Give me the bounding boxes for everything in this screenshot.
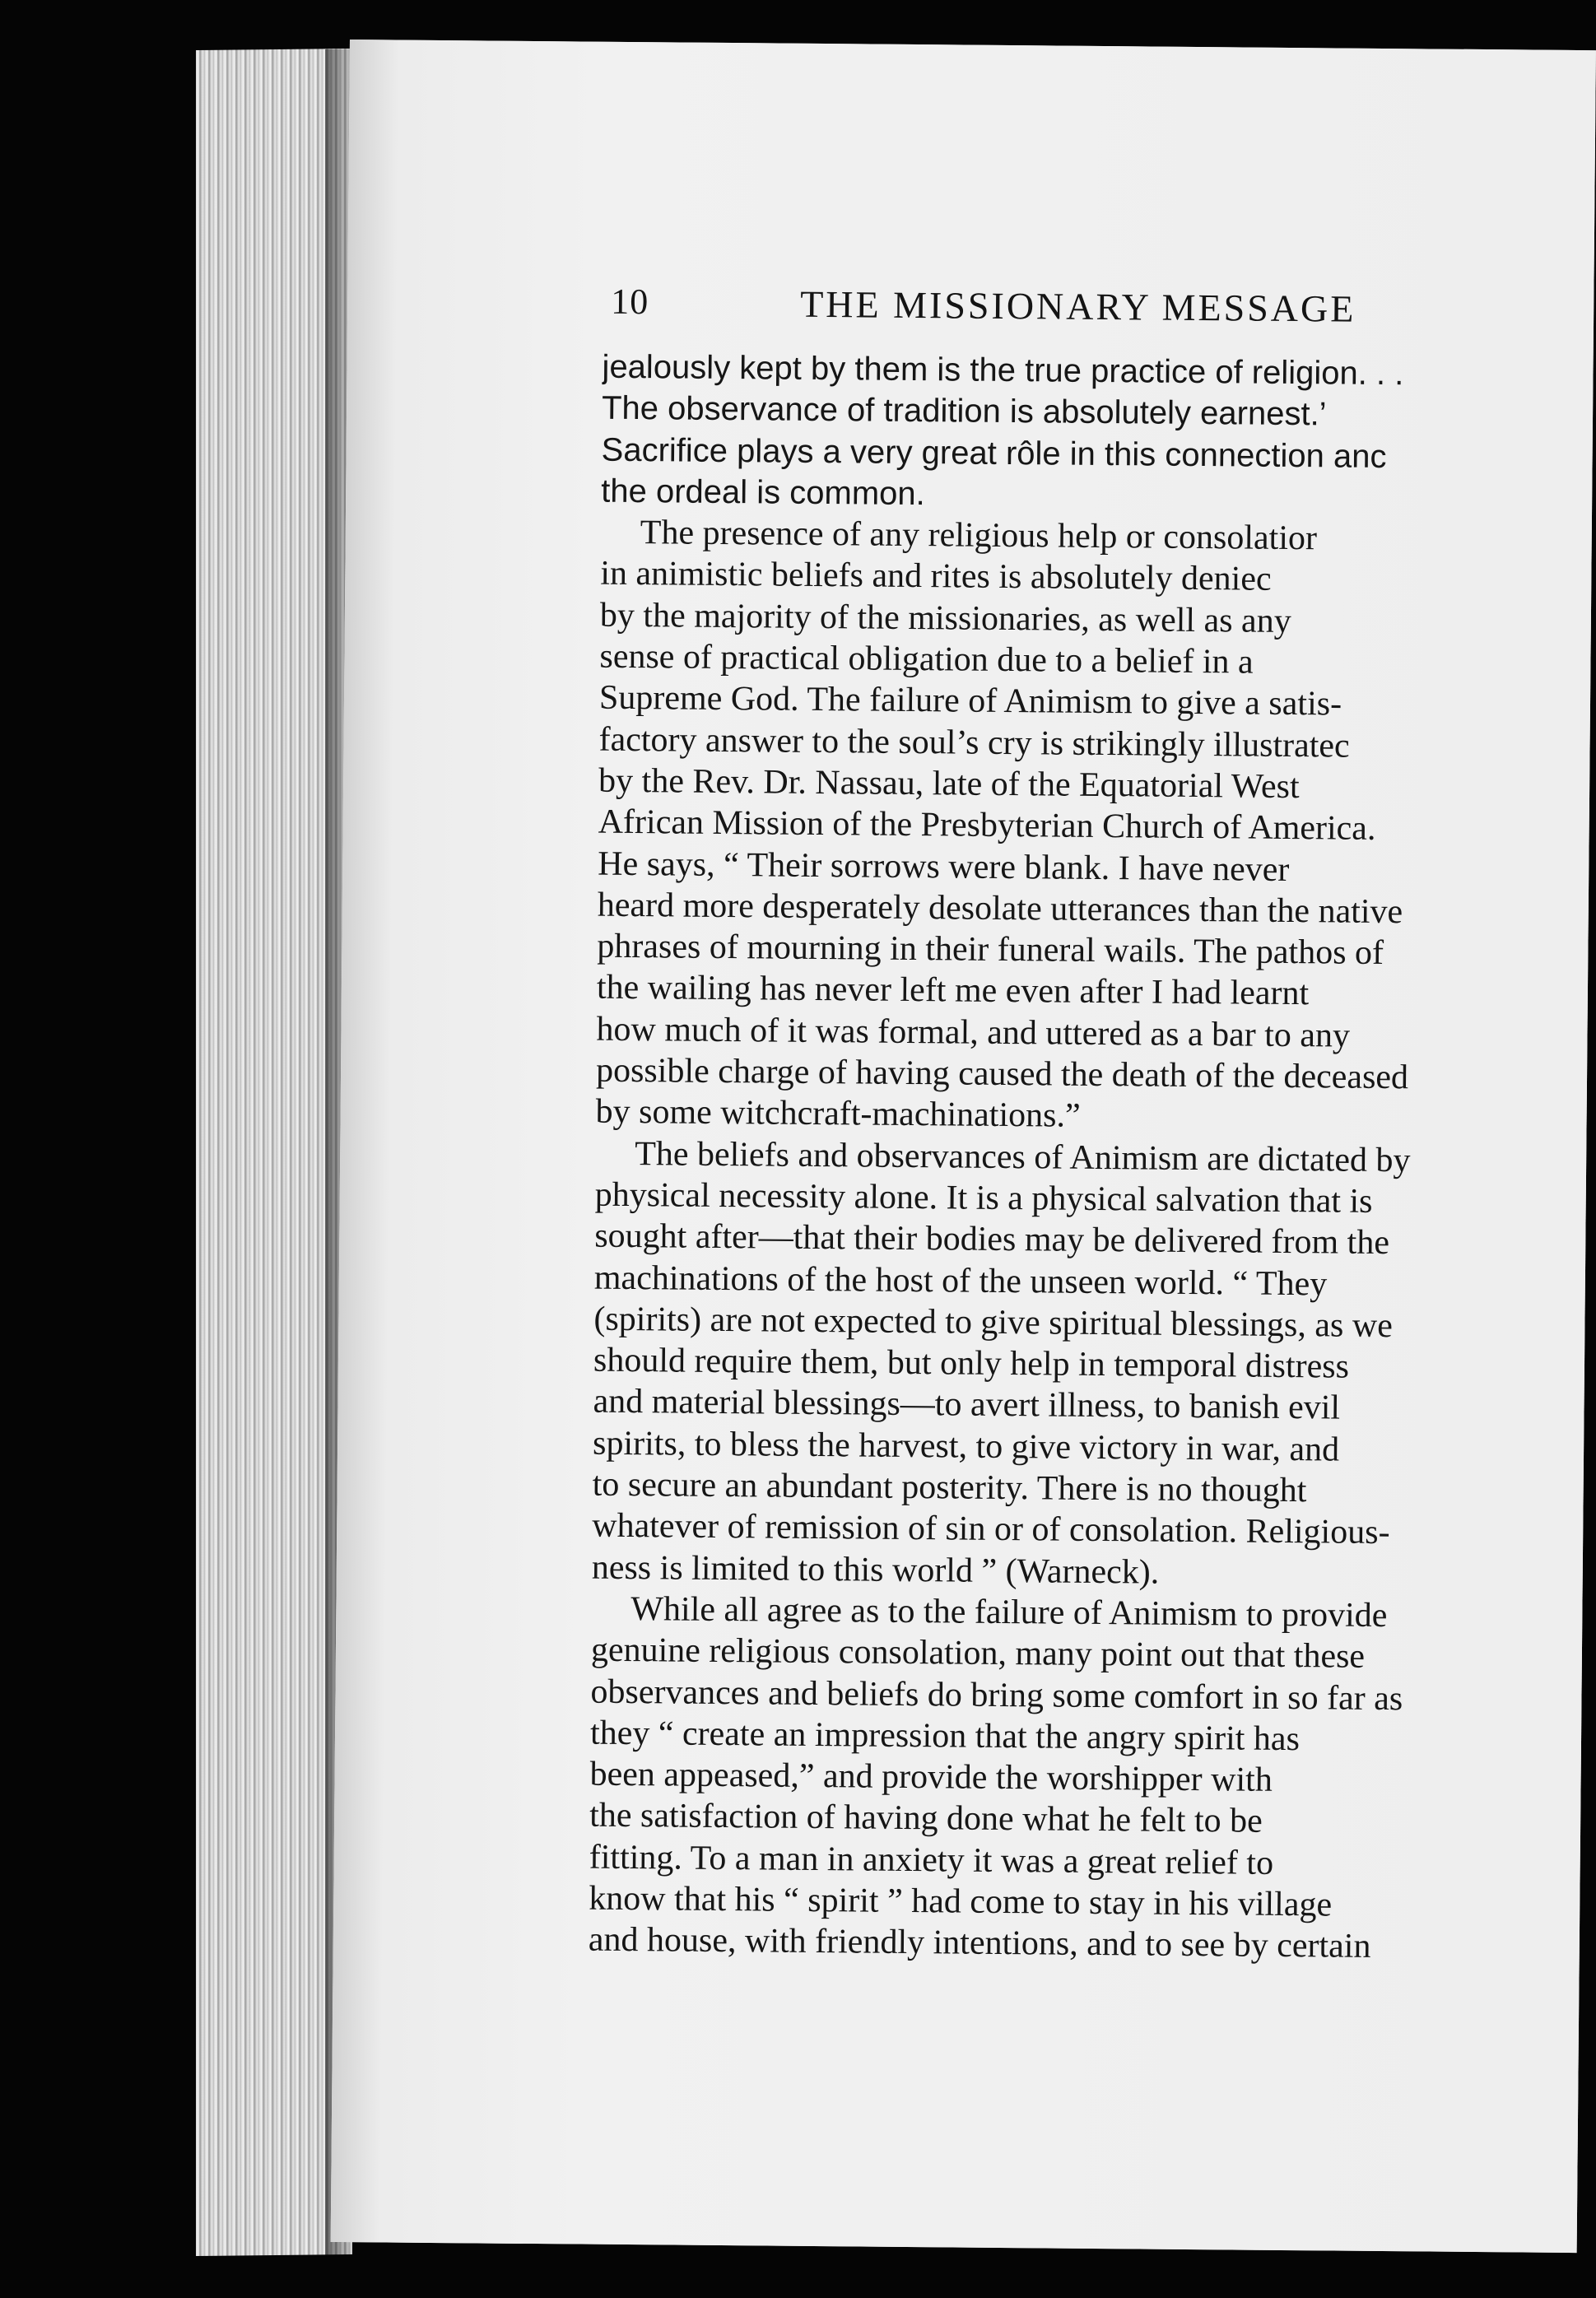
text-line: sought after—that their bodies may be delivered from the	[594, 1216, 1390, 1263]
text-line: While all agree as to the failure of Animism to provide	[630, 1589, 1388, 1635]
text-line: Sacrifice plays a very great rôle in this connection anc	[601, 431, 1387, 475]
body-text	[587, 347, 1589, 2083]
book-page	[331, 40, 1596, 2253]
text-line: how much of it was formal, and uttered as a bar to any	[596, 1010, 1351, 1055]
text-line: ness is limited to this world ” (Warneck).	[591, 1548, 1160, 1592]
text-line: The presence of any religious help or consolatior	[640, 514, 1318, 558]
text-line: physical necessity alone. It is a physical salvation that is	[594, 1175, 1373, 1221]
text-line: African Mission of the Presbyterian Church of America.	[598, 802, 1376, 849]
text-line: observances and beliefs do bring some comfort in so far as	[590, 1672, 1403, 1718]
text-line: phrases of mourning in their funeral wails. The pathos of	[597, 927, 1384, 973]
text-line: by the majority of the missionaries, as well as any	[599, 596, 1291, 640]
text-line: sense of practical obligation due to a belief in a	[599, 637, 1254, 681]
text-line: He says, “ Their sorrows were blank. I have never	[598, 844, 1290, 889]
text-line: The observance of tradition is absolutely earnest.’	[601, 389, 1327, 433]
text-line: fitting. To a man in anxiety it was a great relief to	[589, 1838, 1274, 1882]
text-line: and material blessings—to avert illness, to banish evil	[593, 1383, 1341, 1427]
text-line: The beliefs and observances of Animism are dictated by	[634, 1134, 1411, 1179]
text-line: Supreme God. The failure of Animism to give a satis-	[598, 679, 1342, 723]
text-line: they “ create an impression that the angry spirit has	[589, 1714, 1301, 1758]
text-line: to secure an abundant posterity. There is no thought	[592, 1465, 1307, 1510]
text-line: spirits, to bless the harvest, to give victory in war, and	[592, 1424, 1340, 1469]
text-line: the satisfaction of having done what he felt to be	[589, 1797, 1263, 1841]
text-line: genuine religious consolation, many point out that these	[590, 1630, 1366, 1677]
running-title: THE MISSIONARY MESSAGE	[799, 282, 1356, 330]
text-line: whatever of remission of sin or of consolation. Religious-	[592, 1506, 1390, 1552]
text-line: by some witchcraft-machinations.”	[595, 1093, 1081, 1136]
text-line: heard more desperately desolate utterances than the native	[597, 886, 1403, 932]
text-line: factory answer to the soul’s cry is strikingly illustratec	[598, 720, 1350, 765]
text-line: machinations of the host of the unseen world. “ They	[593, 1258, 1328, 1303]
text-line: by the Rev. Dr. Nassau, late of the Equatorial West	[598, 761, 1300, 807]
text-line: been appeased,” and provide the worshipper with	[589, 1755, 1273, 1799]
text-line: the wailing has never left me even after I had learnt	[596, 969, 1310, 1013]
text-line: know that his “ spirit ” had come to stay in his village	[589, 1879, 1333, 1924]
page-header	[611, 281, 1596, 356]
text-line: and house, with friendly intentions, and to see by certain	[588, 1920, 1371, 1966]
page-number: 10	[611, 281, 649, 323]
text-line: jealously kept by them is the true practice of religion. . .	[602, 348, 1404, 393]
text-line: possible charge of having caused the death of the deceased	[595, 1051, 1409, 1097]
text-line: should require them, but only help in temporal distress	[593, 1341, 1350, 1386]
text-line: (spirits) are not expected to give spiritual blessings, as we	[593, 1300, 1394, 1345]
text-line: in animistic beliefs and rites is absolutely deniec	[600, 555, 1272, 599]
text-line: the ordeal is common.	[601, 472, 925, 513]
